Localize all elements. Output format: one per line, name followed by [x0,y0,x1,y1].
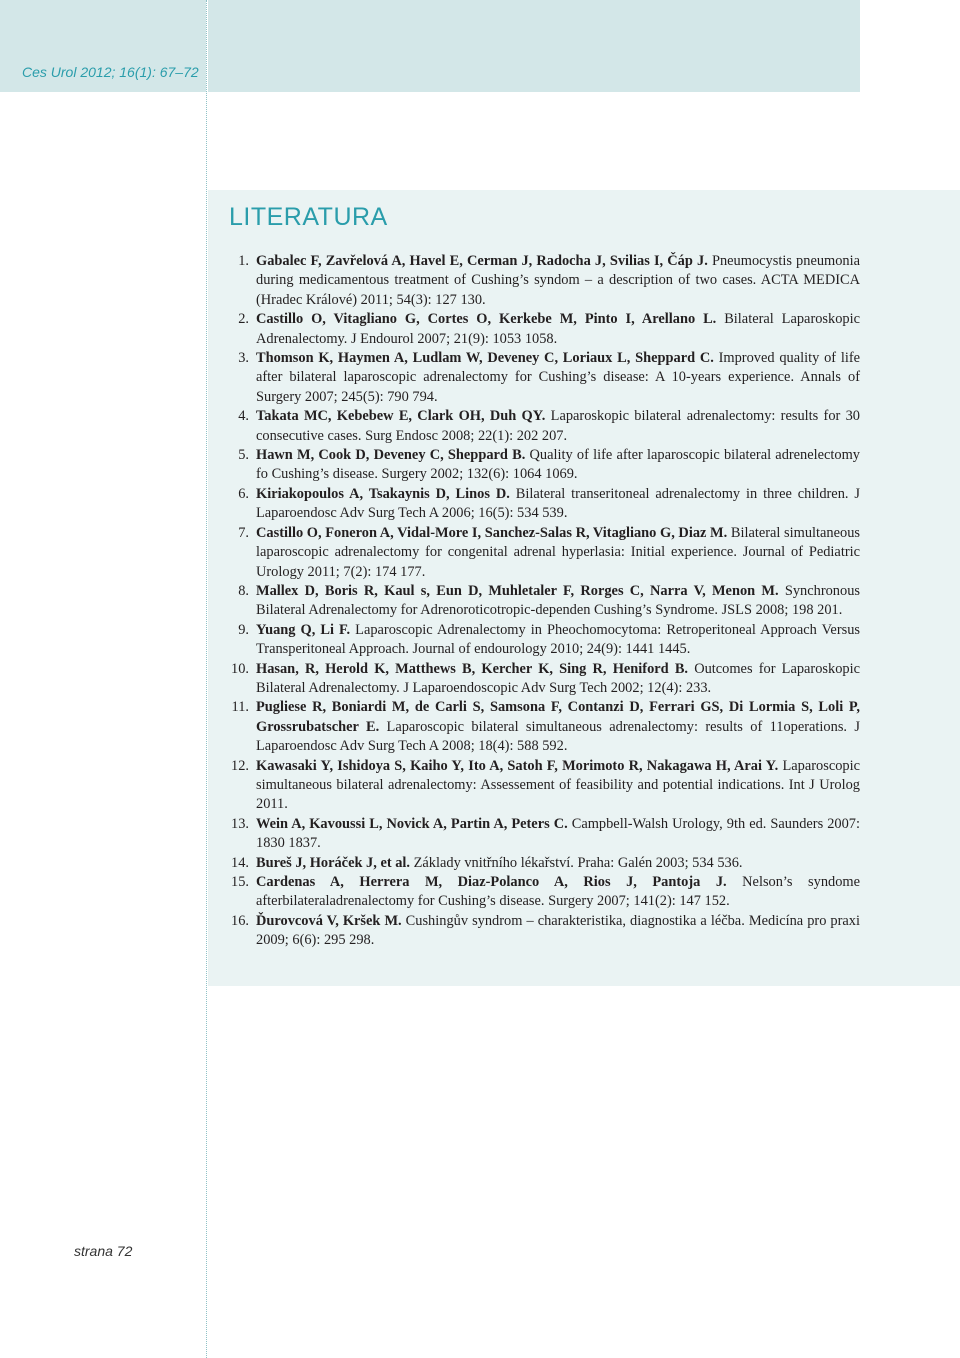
reference-number: 10. [231,660,249,677]
reference-authors: Kiriakopoulos A, Tsakaynis D, Linos D. [256,485,510,502]
reference-text: Bilateral Laparoskopic Adrenalectomy. J Endourol 2007; 21(9): 1053 1058. [256,311,860,347]
reference-item [229,873,860,912]
page-number: strana 72 [74,1243,133,1259]
reference-authors: Bureš J, Horáček J, et al. [256,854,411,871]
reference-number: 11. [231,699,249,716]
reference-authors: Takata MC, Kebebew E, Clark OH, Duh QY. [256,408,546,425]
reference-item [229,310,860,349]
reference-item [229,407,860,446]
reference-authors: Thomson K, Haymen A, Ludlam W, Deveney C, Loriaux L, Sheppard C. [256,350,714,367]
reference-authors: Castillo O, Foneron A, Vidal-More I, Sanchez-Salas R, Vitagliano G, Diaz M. [256,524,728,541]
reference-text: Bilateral simultaneous laparoscopic adrenalectomy for congenital adrenal hyperlasia: Initial experience. Journal of Pediatric Urology 2011; 7(2): 174 177. [256,524,861,580]
reference-text: Quality of life after laparoscopic bilateral adrenelectomy fo Cushing’s disease. Surgery 2002; 132(6): 1064 1069. [256,447,860,483]
reference-text: Outcomes for Laparoskopic Bilateral Adrenalectomy. J Laparoendoscopic Adv Surg Tech 2002; 12(4): 233. [256,660,860,696]
reference-item [229,582,860,621]
reference-authors: Pugliese R, Boniardi M, de Carli S, Samsona F, Contanzi D, Ferrari GS, Di Lormia S, Loli P, Grossrubatscher E. [256,699,860,735]
reference-number: 15. [231,874,249,890]
reference-text: Bilateral transeritoneal adrenalectomy in three children. J Laparoendosc Adv Surg Tech A 2006; 16(5): 534 539. [256,485,860,522]
reference-item [229,524,860,582]
reference-item [229,698,860,756]
reference-authors: Yuang Q, Li F. [256,621,351,638]
reference-number: 13. [231,815,249,832]
reference-item [229,912,860,951]
reference-number: 4. [238,408,249,425]
reference-authors: Ďurovcová V, Kršek M. [256,912,402,929]
reference-number: 12. [231,757,249,774]
reference-text: Pneumocystis pneumonia during medicamentous treatment of Cushing’s syndom – a description of two cases. ACTA MEDICA (Hradec Králové) 2011; 54(3): 127 130. [256,253,860,308]
reference-text: Laparoscopic Adrenalectomy in Pheochomocytoma: Retroperitoneal Approach Versus Transperitoneal Approach. Journal of endourology 2010; 24(9): 1441 1445. [256,621,861,658]
reference-number: 7. [238,524,249,541]
section-title: LITERATURA [229,203,388,231]
reference-authors: Hawn M, Cook D, Deveney C, Sheppard B. [256,447,526,464]
reference-number: 5. [238,447,249,464]
reference-text: Improved quality of life after bilateral laparoscopic adrenalectomy for Cushing’s disease: A 10-years experience. Annals of Surgery 2007; 245(5): 790 794. [256,350,861,405]
reference-item [229,252,860,310]
reference-number: 9. [238,621,249,638]
header-band [208,0,860,92]
reference-number: 2. [238,311,249,328]
reference-authors: Wein A, Kavoussi L, Novick A, Partin A, Peters C. [256,815,568,832]
column-divider [206,0,207,1358]
reference-item [229,446,860,485]
reference-authors: Hasan, R, Herold K, Matthews B, Kercher K, Sing R, Heniford B. [256,660,689,677]
reference-authors: Gabalec F, Zavřelová A, Havel E, Cerman J, Radocha J, Svilias I, Čáp J. [256,253,708,269]
reference-authors: Castillo O, Vitagliano G, Cortes O, Kerkebe M, Pinto I, Arellano L. [256,311,717,328]
reference-item [229,660,860,699]
reference-number: 14. [231,854,249,871]
reference-authors: Cardenas A, Herrera M, Diaz-Polanco A, Rios J, Pantoja J. [256,874,727,890]
reference-number: 3. [238,350,249,367]
reference-text: Cushingův syndrom – charakteristika, diagnostika a léčba. Medicína pro praxi 2009; 6(6): 295 298. [256,912,860,949]
reference-text: Laparoscopic simultaneous bilateral adrenalectomy: Assessement of feasibility and potential indications. Int J Urolog 2011. [256,757,861,813]
reference-text: Laparoskopic bilateral adrenalectomy: results for 30 consecutive cases. Surg Endosc 2008; 22(1): 202 207. [256,408,860,444]
reference-list [229,252,860,951]
reference-authors: Mallex D, Boris R, Kaul s, Eun D, Muhletaler F, Rorges C, Narra V, Menon M. [256,582,779,599]
reference-number: 1. [238,253,249,269]
reference-authors: Kawasaki Y, Ishidoya S, Kaiho Y, Ito A, Satoh F, Morimoto R, Nakagawa H, Arai Y. [256,757,779,774]
reference-text: Laparoscopic bilateral simultaneous adrenalectomy: results of 11operations. J Laparoendosc Adv Surg Tech A 2008; 18(4): 588 592. [256,718,860,755]
reference-item [229,757,860,815]
reference-text: Nelson’s syndome afterbilateraladrenalectomy for Cushing’s disease. Surgery 2007; 141(2): 147 152. [256,874,861,910]
reference-item [229,854,860,873]
reference-item [229,815,860,854]
reference-number: 16. [231,912,249,929]
journal-citation: Ces Urol 2012; 16(1): 67–72 [22,64,199,80]
reference-item [229,349,860,407]
reference-text: Campbell-Walsh Urology, 9th ed. Saunders 2007: 1830 1837. [256,815,860,852]
reference-text: Základy vnitřního lékařství. Praha: Galén 2003; 534 536. [410,854,743,871]
reference-number: 8. [238,582,249,599]
reference-item [229,485,860,524]
reference-number: 6. [238,485,249,502]
reference-text: Synchronous Bilateral Adrenalectomy for Adrenoroticotropic-dependen Cushing’s Syndrome. JSLS 2008; 198 201. [256,582,860,619]
reference-item [229,621,860,660]
